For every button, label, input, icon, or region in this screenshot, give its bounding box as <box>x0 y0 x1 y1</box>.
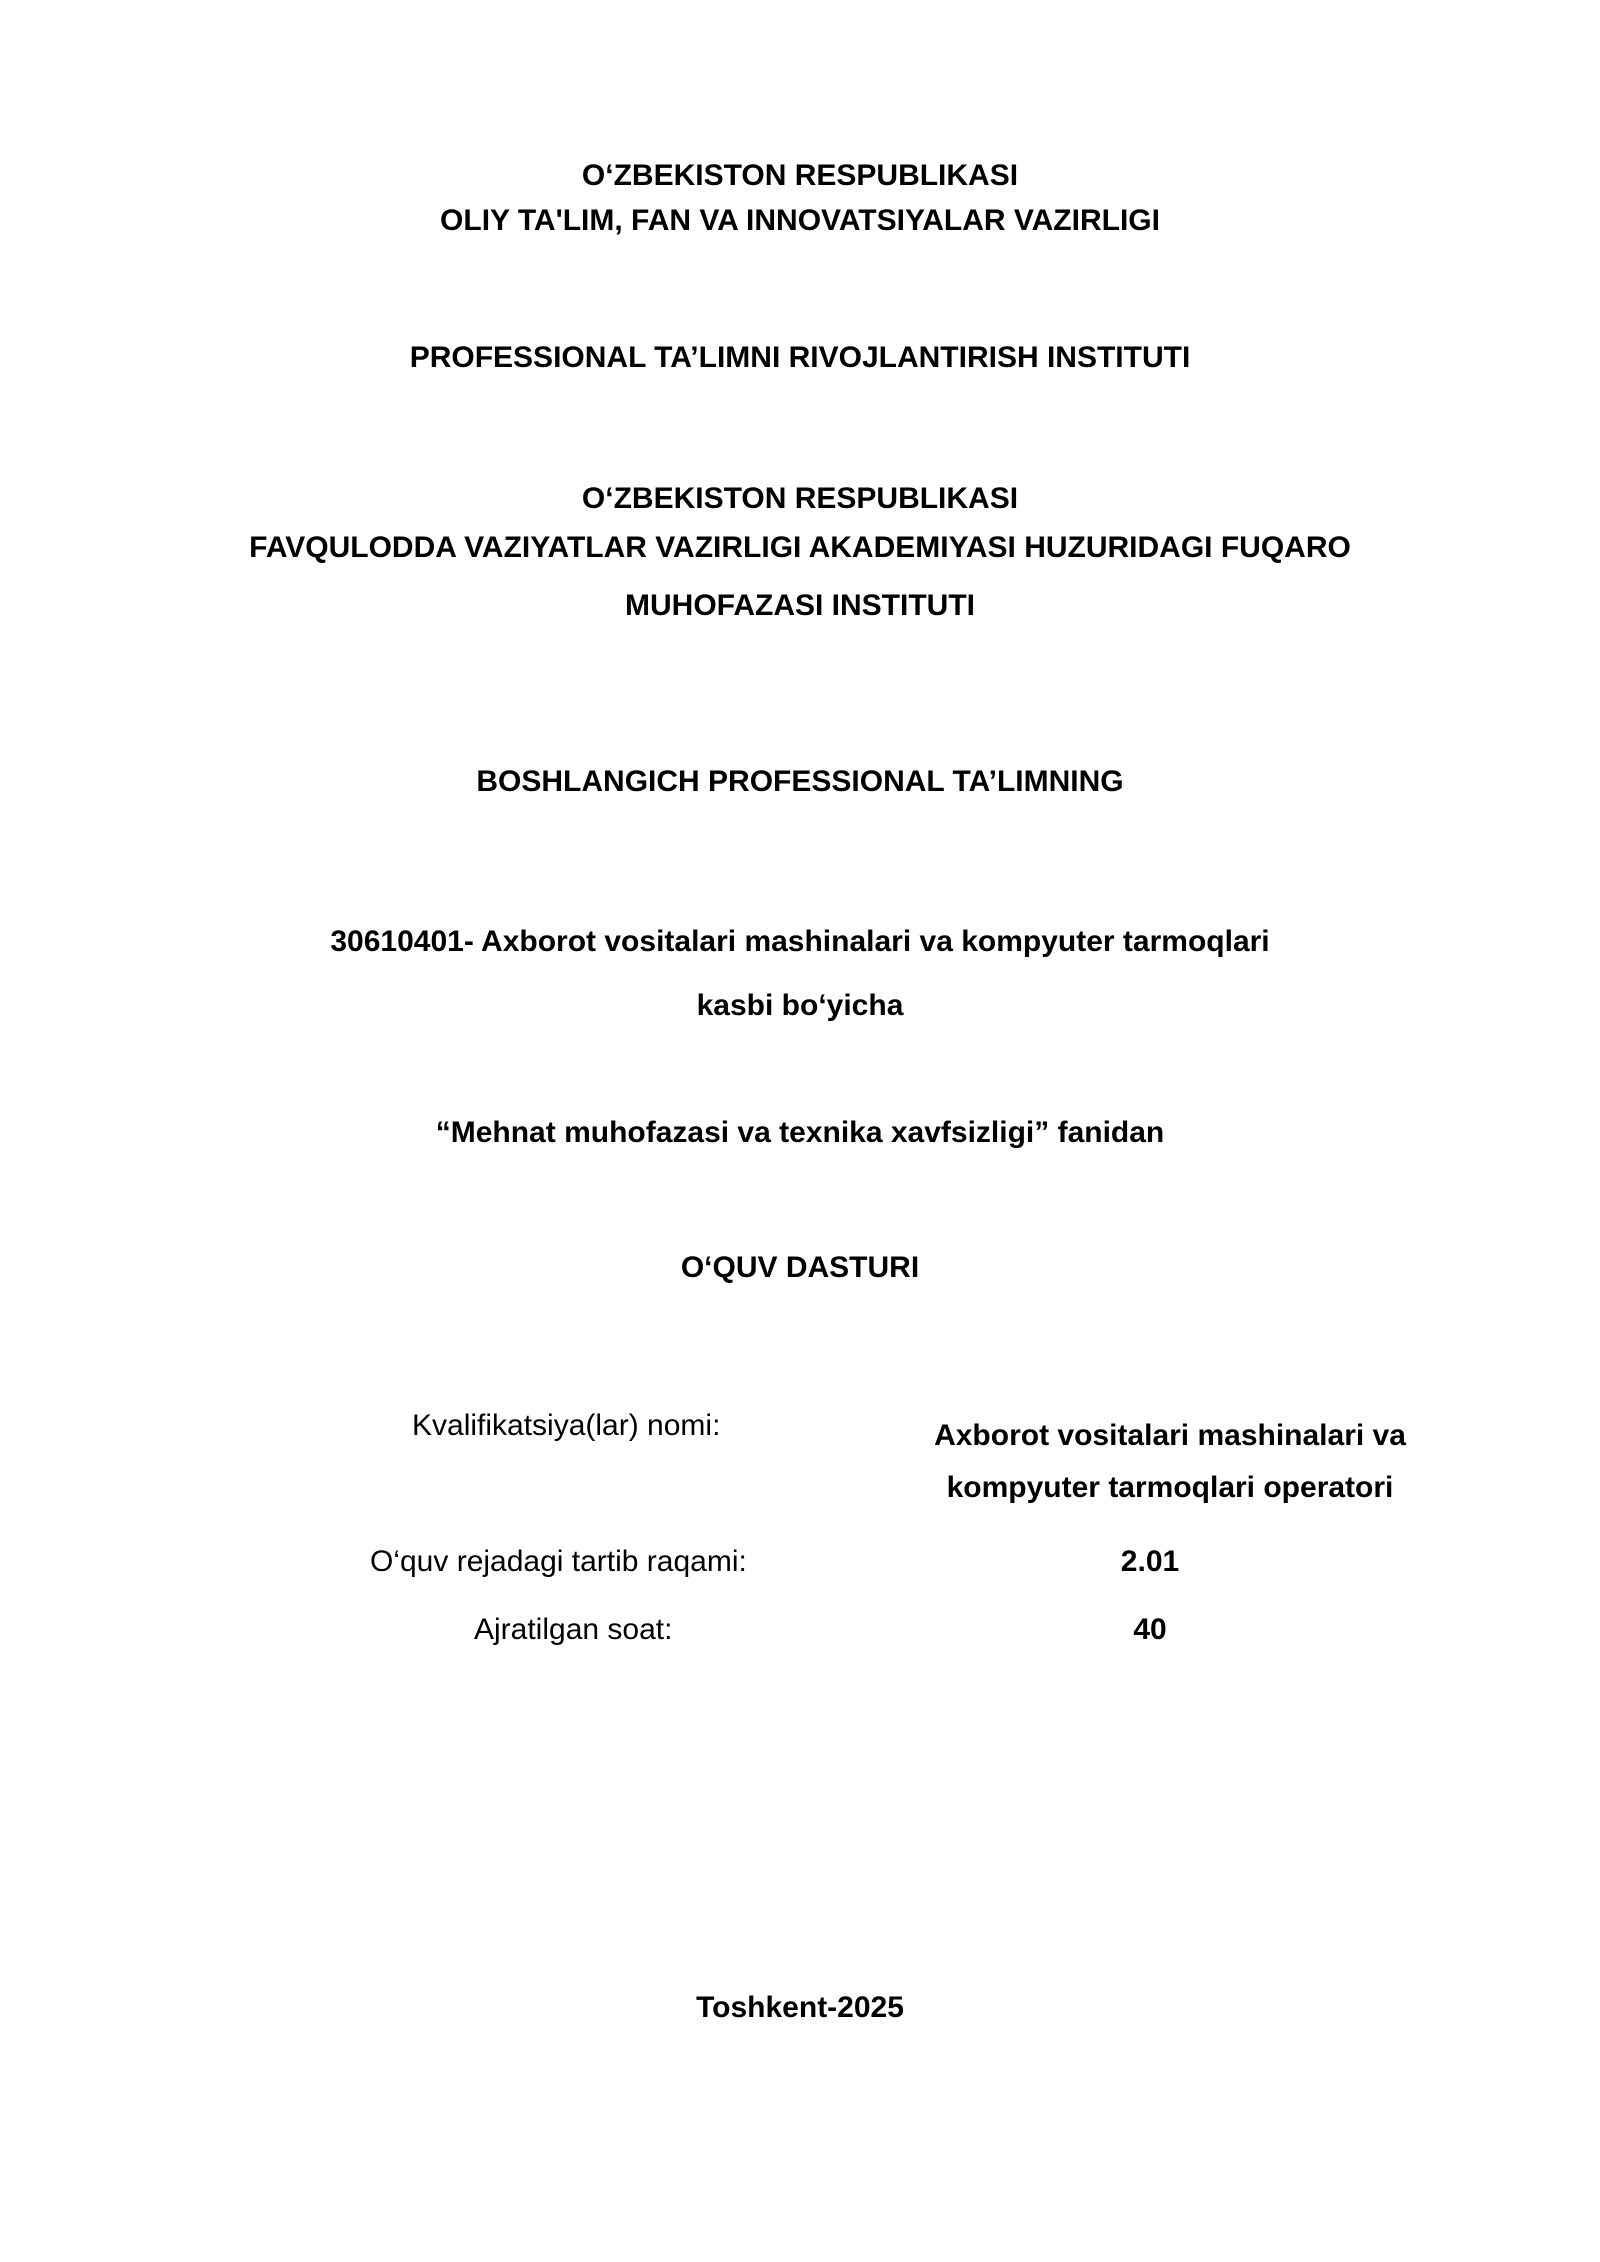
order-number-label: O‘quv rejadagi tartib raqami: <box>370 1545 747 1578</box>
allocated-hours-label: Ajratilgan soat: <box>474 1613 673 1646</box>
order-number-value: 2.01 <box>1120 1545 1180 1578</box>
ministry-heading: OLIY TA'LIM, FAN VA INNOVATSIYALAR VAZIRLIGI <box>440 204 1160 237</box>
education-level: BOSHLANGICH PROFESSIONAL TA’LIMNING <box>476 765 1124 798</box>
academy-heading-line-2: MUHOFAZASI INSTITUTI <box>625 589 975 622</box>
republic-heading-1: O‘ZBEKISTON RESPUBLIKASI <box>581 159 1019 192</box>
subject-title: “Mehnat muhofazasi va texnika xavfsizligi” fanidan <box>435 1116 1165 1149</box>
city-year: Toshkent-2025 <box>696 1991 904 2024</box>
qualification-value-line-1: Axborot vositalari mashinalari va <box>934 1419 1406 1452</box>
qualification-label: Kvalifikatsiya(lar) nomi: <box>412 1409 721 1442</box>
allocated-hours-value: 40 <box>1133 1613 1167 1646</box>
academy-heading-line-1: FAVQULODDA VAZIYATLAR VAZIRLIGI AKADEMIYASI HUZURIDAGI FUQARO <box>249 531 1351 564</box>
document-type: O‘QUV DASTURI <box>680 1251 920 1284</box>
institute-heading: PROFESSIONAL TA’LIMNI RIVOJLANTIRISH INSTITUTI <box>409 341 1191 374</box>
qualification-value-line-2: kompyuter tarmoqlari operatori <box>946 1471 1394 1504</box>
republic-heading-2: O‘ZBEKISTON RESPUBLIKASI <box>581 482 1019 515</box>
profession-line-2: kasbi bo‘yicha <box>696 989 904 1022</box>
profession-line-1: 30610401- Axborot vositalari mashinalari va kompyuter tarmoqlari <box>330 925 1270 958</box>
